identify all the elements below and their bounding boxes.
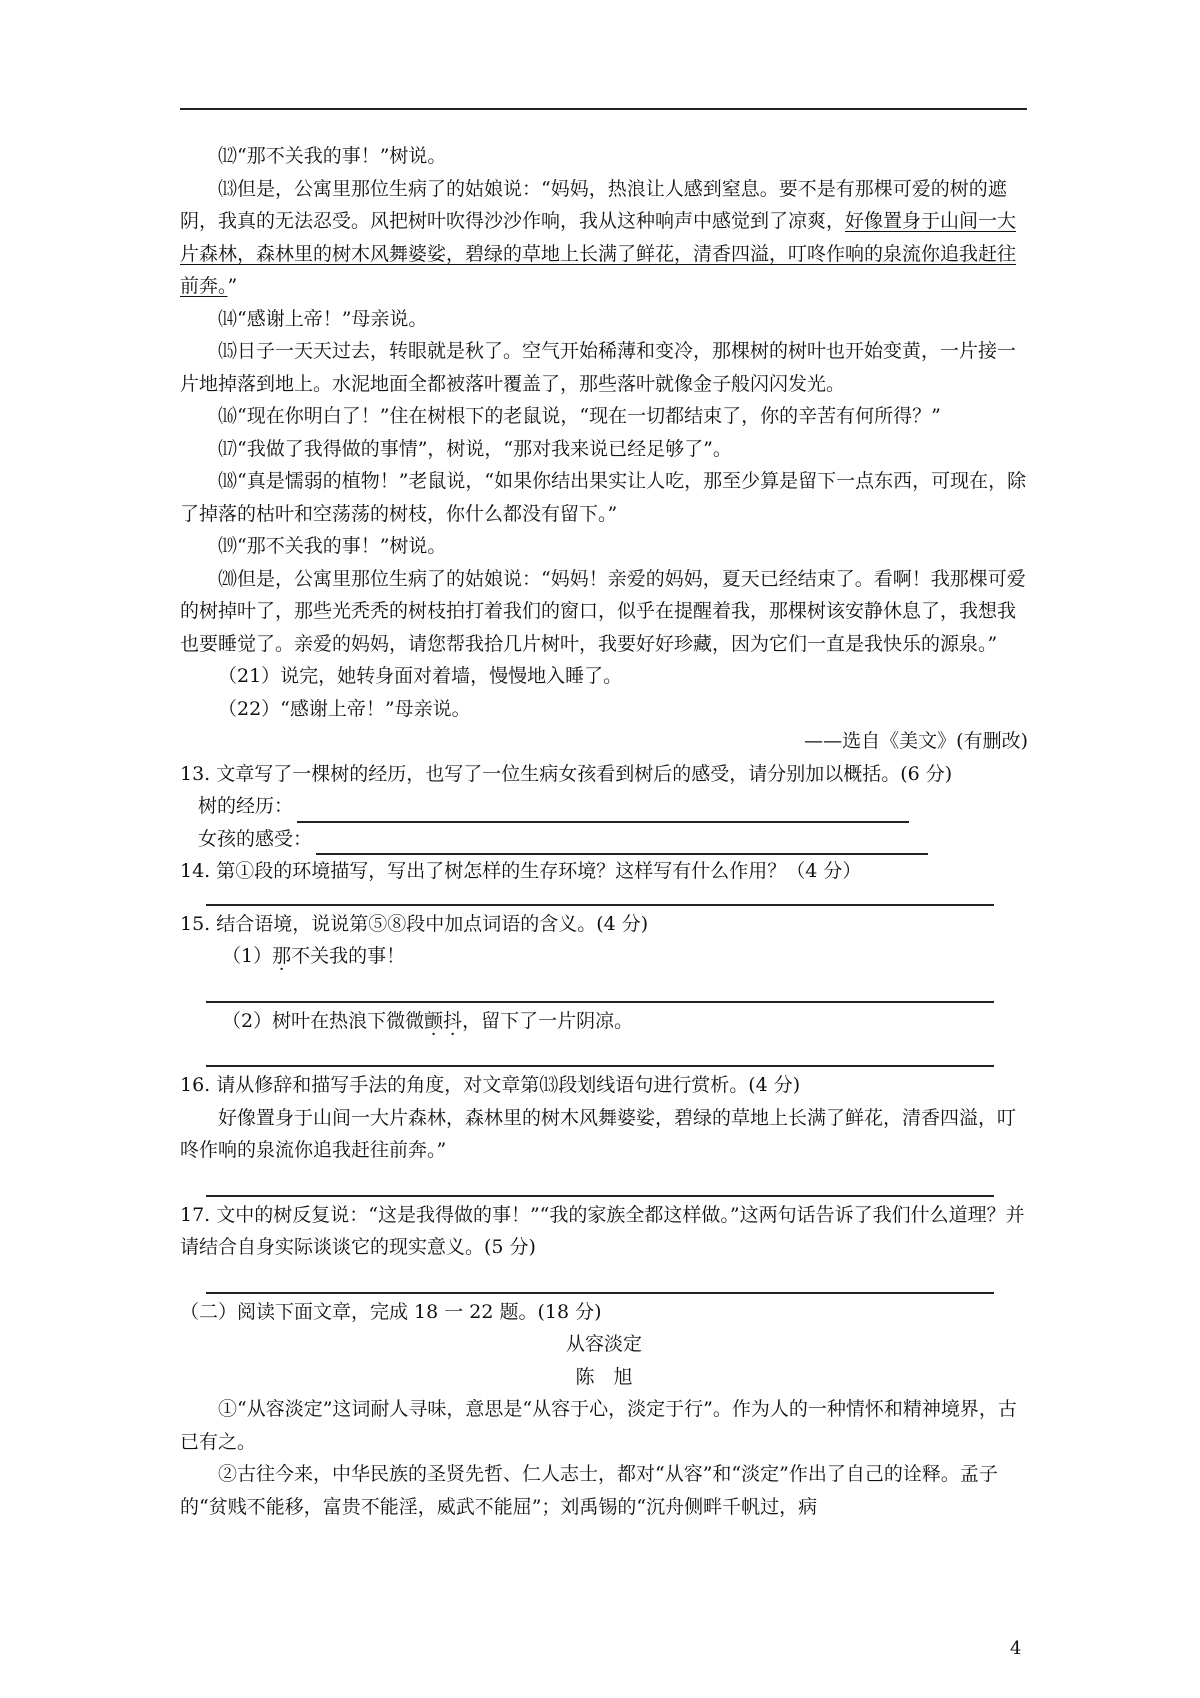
paragraph-13-text: ⒀但是，公寓里那位生病了的姑娘说：“妈妈，热浪让人感到窒息。要不是有那棵可爱的树的遮阴，我真的无法忍受。风把树叶吹得沙沙作响，我从这种响声中感觉到了凉爽， [180,177,1007,232]
paragraph-20: ⒇但是，公寓里那位生病了的姑娘说：“妈妈！亲爱的妈妈，夏天已经结束了。看啊！我那棵可爱的树掉叶了，那些光秃秃的树枝拍打着我们的窗口，似乎在提醒着我，那棵树该安静休息了，我想我也要睡觉了。亲爱的妈妈，请您帮我拾几片树叶，我要好好珍藏，因为它们一直是我快乐的源泉。” [180,567,1026,655]
q16-quote: 好像置身于山间一大片森林，森林里的树木风舞婆娑，碧绿的草地上长满了鲜花，清香四溢，叮咚作响的泉流你追我赶往前奔。” [180,1106,1017,1161]
q14-answer-line[interactable] [206,888,994,906]
q13-tree-row [180,790,1028,823]
q13-tree-answer-line[interactable] [297,795,909,823]
q15-1-answer-line[interactable] [206,973,994,1003]
q15-item-2-dotted-char-2: 抖 [443,1009,463,1032]
paragraph-22: （22）“感谢上帝！”母亲说。 [218,697,471,720]
source-citation: ——选自《美文》(有删改) [804,730,1028,752]
question-14: 14. 第①段的环境描写，写出了树怎样的生存环境？这样写有什么作用？（4 分） [180,860,862,882]
q13-girl-label: 女孩的感受： [198,827,313,850]
paragraph-21: （21）说完，她转身面对着墙，慢慢地入睡了。 [218,665,623,687]
article-paragraph-1: ①“从容淡定”这词耐人寻味，意思是“从容于心，淡定于行”。作为人的一种情怀和精神境界，古已有之。 [180,1398,1017,1453]
q15-item-1-dotted-word: 那 [272,945,292,967]
paragraph-19: ⒆“那不关我的事！”树说。 [218,535,447,557]
q15-item-2-text-before: （2）树叶在热浪下微微 [222,1009,425,1032]
paragraph-18: ⒅“真是懦弱的植物！”老鼠说，“如果你结出果实让人吃，那至少算是留下一点东西，可现在，除了掉落的枯叶和空荡荡的树枝，你什么都没有留下。” [180,470,1027,525]
paragraph-13 [180,173,1028,303]
document-body [180,140,1028,1523]
paragraph-17: ⒄“我做了我得做的事情”，树说，“那对我来说已经足够了”。 [218,437,732,460]
q13-girl-row [180,823,1028,856]
article-title: 从容淡定 [565,1333,642,1355]
q17-answer-line[interactable] [206,1264,994,1294]
q13-tree-label: 树的经历： [198,795,294,817]
article-author: 陈 旭 [575,1365,633,1388]
section-2-heading: （二）阅读下面文章，完成 18 一 22 题。(18 分) [180,1300,602,1323]
question-16: 16. 请从修辞和描写手法的角度，对文章第⒀段划线语句进行赏析。(4 分) [180,1074,801,1096]
q16-answer-line[interactable] [206,1167,994,1197]
paragraph-13-close-quote: ” [227,275,238,297]
paragraph-12: ⑿“那不关我的事！”树说。 [218,145,447,167]
q13-girl-answer-line[interactable] [316,827,928,855]
header-rule [180,108,1027,110]
q15-item-1-number: （1） [222,945,273,967]
paragraph-15: ⒂日子一天天过去，转眼就是秋了。空气开始稀薄和变冷，那棵树的树叶也开始变黄，一片接一片地掉落到地上。水泥地面全都被落叶覆盖了，那些落叶就像金子般闪闪发光。 [180,340,1017,395]
article-paragraph-2: ②古往今来，中华民族的圣贤先哲、仁人志士，都对“从容”和“淡定”作出了自己的诠释。孟子的“贫贱不能移，富贵不能淫，威武不能屈”；刘禹锡的“沉舟侧畔千帆过，病 [180,1463,998,1518]
q15-item-1 [180,940,1028,973]
question-17: 17. 文中的树反复说：“这是我得做的事！”“我的家族全都这样做。”这两句话告诉了我们什么道理？并请结合自身实际谈谈它的现实意义。(5 分) [180,1203,1025,1258]
q15-item-1-text: 不关我的事！ [291,945,406,967]
q15-item-2-text-after: ，留下了一片阴凉。 [462,1009,634,1032]
q15-item-2-dotted-char-1: 颤 [424,1009,444,1032]
page-number: 4 [1010,1638,1022,1659]
q15-2-answer-line[interactable] [206,1037,994,1067]
question-15: 15. 结合语境，说说第⑤⑧段中加点词语的含义。(4 分) [180,912,649,935]
question-13: 13. 文章写了一棵树的经历，也写了一位生病女孩看到树后的感受，请分别加以概括。(6 分) [180,762,953,785]
paragraph-16: ⒃“现在你明白了！”住在树根下的老鼠说，“现在一切都结束了，你的辛苦有何所得？” [218,405,941,427]
paragraph-14: ⒁“感谢上帝！”母亲说。 [218,307,428,330]
paragraph-13-underlined: 好像置身于山间一大片森林，森林里的树木风舞婆娑，碧绿的草地上长满了鲜花，清香四溢，叮咚作响的泉流你追我赶往前奔。 [180,210,1017,297]
q15-item-2 [180,1005,1028,1038]
